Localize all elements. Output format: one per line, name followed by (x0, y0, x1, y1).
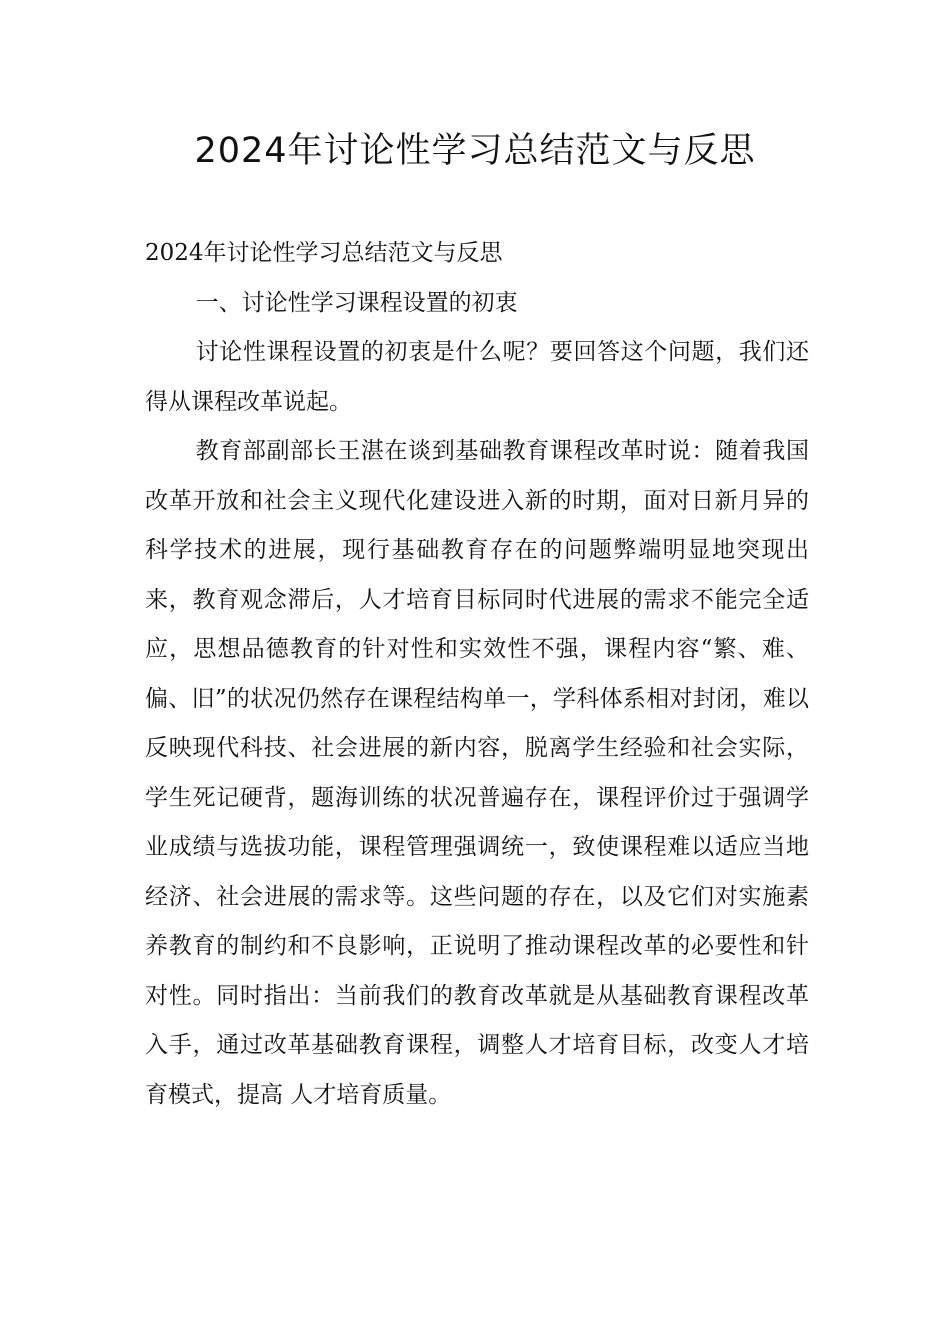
document-body (145, 229, 809, 1120)
paragraph-curriculum-reform: 教育部副部长王湛在谈到基础教育课程改革时说：随着我国改革开放和社会主义现代化建设进入新的时期，面对日新月异的科学技术的进展，现行基础教育存在的问题弊端明显地突现出来，教育观念滞后，人才培育目标同时代进展的需求不能完全适应，思想品德教育的针对性和实效性不强，课程内容“繁、难、偏、旧”的状况仍然存在课程结构单一，学科体系相对封闭，难以反映现代科技、社会进展的新内容，脱离学生经验和社会实际，学生死记硬背，题海训练的状况普遍存在，课程评价过于强调学业成绩与选拔功能，课程管理强调统一，致使课程难以适应当地经济、社会进展的需求等。这些问题的存在，以及它们对实施素养教育的制约和不良影响，正说明了推动课程改革的必要性和针对性。同时指出：当前我们的教育改革就是从基础教育课程改革入手，通过改革基础教育课程，调整人才培育目标，改变人才培育模式，提高 人才培育质量。 (145, 438, 809, 1108)
paragraph-intro: 讨论性课程设置的初衷是什么呢？要回答这个问题，我们还得从课程改革说起。 (145, 339, 809, 415)
section-heading: 一、讨论性学习课程设置的初衷 (195, 289, 518, 316)
document-title: 2024年讨论性学习总结范文与反思 (194, 131, 756, 171)
document-subtitle: 2024年讨论性学习总结范文与反思 (145, 240, 503, 266)
